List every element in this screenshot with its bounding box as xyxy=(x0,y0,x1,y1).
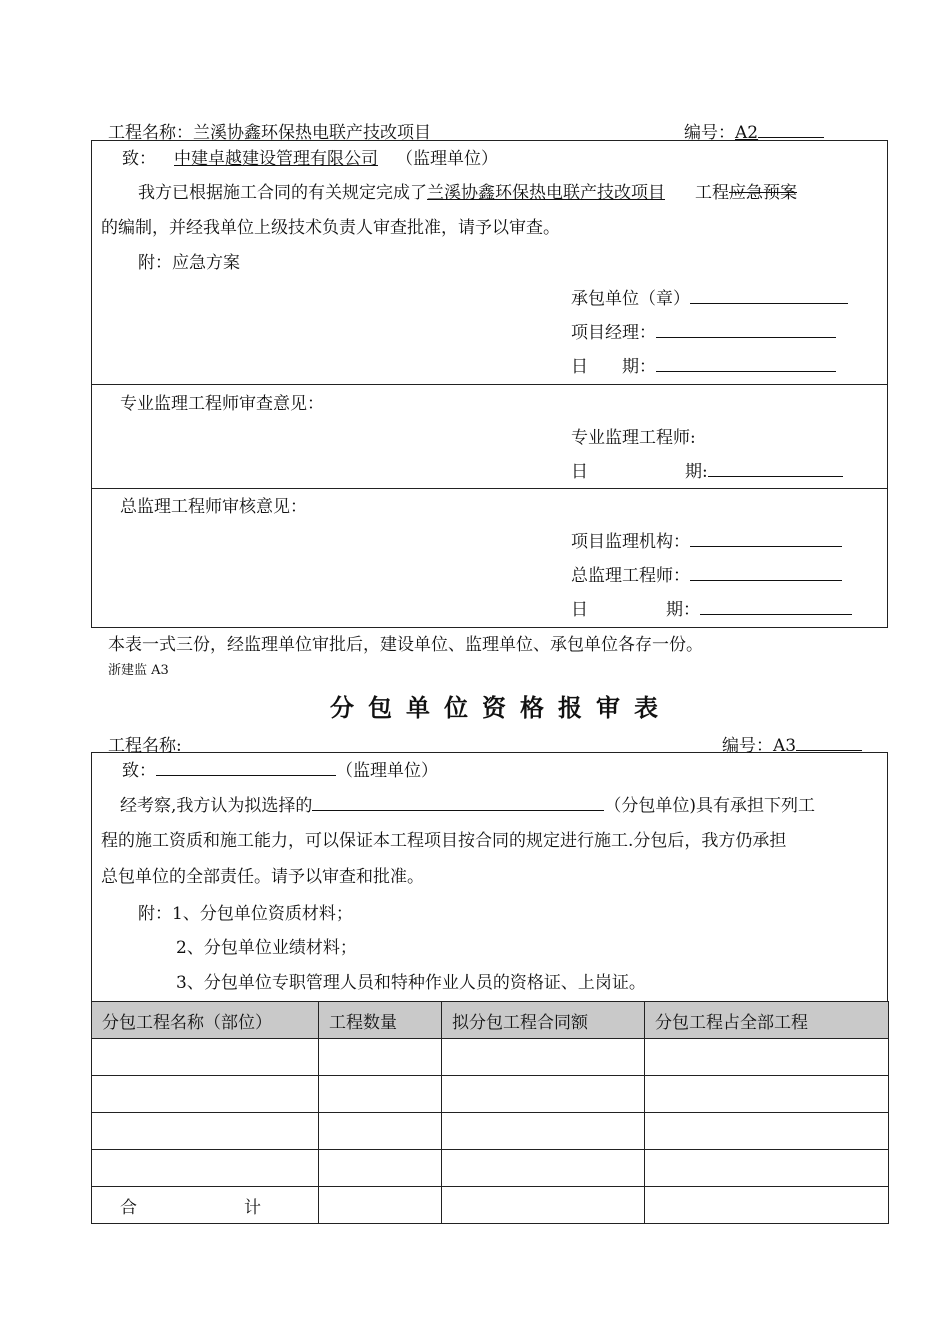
a2-date-line xyxy=(571,352,836,377)
a2-org-label: 项目监理机构： xyxy=(571,532,690,552)
a3-to-label: 致： xyxy=(122,761,156,781)
table-row xyxy=(92,1150,889,1187)
a2-manager-line xyxy=(571,318,836,343)
a2-engineer-opinion: 专业监理工程师审查意见： xyxy=(120,394,324,414)
col-header-name: 分包工程名称（部位） xyxy=(92,1002,319,1039)
a2-org-line xyxy=(571,527,842,552)
a2-number-label: 编号： xyxy=(684,123,735,143)
a2-to-line xyxy=(122,144,498,169)
a2-body-mid: 工程 xyxy=(695,183,729,203)
a2-chief-label: 总监理工程师： xyxy=(571,566,690,586)
a3-body-line-2: 程的施工资质和施工能力，可以保证本工程项目按合同的规定进行施工.分包后，我方仍承担 xyxy=(101,831,787,851)
a2-date-blank[interactable] xyxy=(656,353,836,372)
a2-engineer-date-a: 日 xyxy=(571,462,588,482)
table-cell[interactable] xyxy=(442,1113,645,1150)
table-row xyxy=(92,1076,889,1113)
a2-to-label: 致： xyxy=(122,149,156,169)
a2-contractor-blank[interactable] xyxy=(690,285,848,304)
table-cell[interactable] xyxy=(442,1150,645,1187)
a3-attach-1: 附：1、分包单位资质材料； xyxy=(138,904,353,924)
a3-title: 分包单位资格报审表 xyxy=(330,693,672,722)
a2-to-suffix: （监理单位） xyxy=(396,149,498,169)
a3-number-blank[interactable] xyxy=(796,732,862,751)
a3-to-line xyxy=(122,756,438,781)
table-cell[interactable] xyxy=(645,1076,889,1113)
a2-body-project[interactable]: 兰溪协鑫环保热电联产技改项目 xyxy=(427,183,665,203)
table-cell[interactable] xyxy=(92,1076,319,1113)
a3-attach-2: 2、分包单位业绩材料； xyxy=(176,938,357,958)
table-cell[interactable] xyxy=(442,1076,645,1113)
a2-chief-blank[interactable] xyxy=(690,562,842,581)
a3-body-prefix: 经考察,我方认为拟选择的 xyxy=(120,796,313,816)
a2-date-label: 日 期： xyxy=(571,357,656,377)
a2-divider-1 xyxy=(91,384,888,385)
table-cell[interactable] xyxy=(442,1039,645,1076)
a3-body-suffix: （分包单位)具有承担下列工 xyxy=(604,796,816,816)
table-header-row xyxy=(92,1002,889,1039)
a2-body-line-2: 的编制，并经我单位上级技术负责人审查批准，请予以审查。 xyxy=(101,218,560,238)
a2-manager-label: 项目经理： xyxy=(571,323,656,343)
a2-divider-2 xyxy=(91,488,888,489)
table-cell[interactable] xyxy=(319,1187,442,1224)
table-cell[interactable] xyxy=(319,1076,442,1113)
a3-number-value: A3 xyxy=(773,736,797,756)
a2-chief-date-line xyxy=(666,595,852,620)
table-cell[interactable] xyxy=(645,1150,889,1187)
a2-org-blank[interactable] xyxy=(690,528,842,547)
a2-chief-date-b: 期： xyxy=(666,600,700,620)
table-cell[interactable] xyxy=(319,1113,442,1150)
a2-body-plan: 应急预案 xyxy=(729,183,797,203)
a2-chief-opinion: 总监理工程师审核意见： xyxy=(120,497,307,517)
table-row xyxy=(92,1113,889,1150)
a2-contractor-line xyxy=(571,284,848,309)
a3-form-code: 浙建监 A3 xyxy=(108,663,169,678)
a3-body-line-3: 总包单位的全部责任。请予以审查和批准。 xyxy=(101,867,424,887)
table-cell[interactable] xyxy=(92,1039,319,1076)
a3-subcontractor-blank[interactable] xyxy=(312,792,604,811)
a3-number-label: 编号： xyxy=(722,736,773,756)
table-cell[interactable] xyxy=(645,1187,889,1224)
table-cell[interactable] xyxy=(92,1113,319,1150)
a2-to-unit[interactable]: 中建卓越建设管理有限公司 xyxy=(174,149,378,169)
col-header-percentage: 分包工程占全部工程 xyxy=(645,1002,889,1039)
total-label-b: 计 xyxy=(244,1198,261,1218)
total-label-cell xyxy=(92,1187,319,1224)
a2-engineer-label: 专业监理工程师: xyxy=(571,428,696,448)
subcontract-table xyxy=(91,1001,889,1224)
a2-contractor-label: 承包单位（章） xyxy=(571,289,690,309)
a2-footer-note: 本表一式三份，经监理单位审批后，建设单位、监理单位、承包单位各存一份。 xyxy=(108,635,703,655)
table-cell[interactable] xyxy=(645,1113,889,1150)
a2-engineer-date-b: 期: xyxy=(685,462,708,482)
a2-chief-line xyxy=(571,561,842,586)
total-label-a: 合 xyxy=(120,1198,137,1218)
a2-chief-date-blank[interactable] xyxy=(700,596,852,615)
table-cell[interactable] xyxy=(645,1039,889,1076)
a2-manager-blank[interactable] xyxy=(656,319,836,338)
a2-chief-date-a: 日 xyxy=(571,600,588,620)
a3-project-label: 工程名称: xyxy=(108,736,182,756)
a3-body-line-1 xyxy=(120,791,815,816)
a2-number-value: A2 xyxy=(735,123,759,143)
a2-body-line-1 xyxy=(138,178,797,203)
a2-attach: 附：应急方案 xyxy=(138,253,240,273)
a3-to-blank[interactable] xyxy=(156,757,336,776)
a2-body-prefix: 我方已根据施工合同的有关规定完成了 xyxy=(138,183,427,203)
a2-engineer-date-blank[interactable] xyxy=(708,458,843,477)
table-total-row xyxy=(92,1187,889,1224)
col-header-amount: 拟分包工程合同额 xyxy=(442,1002,645,1039)
a2-number-blank[interactable] xyxy=(758,119,824,138)
a2-project-label: 工程名称： xyxy=(108,123,193,143)
col-header-quantity: 工程数量 xyxy=(319,1002,442,1039)
table-cell[interactable] xyxy=(92,1150,319,1187)
table-cell[interactable] xyxy=(319,1039,442,1076)
table-row xyxy=(92,1039,889,1076)
a3-to-suffix: （监理单位） xyxy=(336,761,438,781)
table-cell[interactable] xyxy=(442,1187,645,1224)
a2-engineer-date-line xyxy=(685,457,843,482)
table-cell[interactable] xyxy=(319,1150,442,1187)
a2-project-name: 兰溪协鑫环保热电联产技改项目 xyxy=(193,123,431,143)
a3-attach-3: 3、分包单位专职管理人员和特种作业人员的资格证、上岗证。 xyxy=(176,973,646,993)
